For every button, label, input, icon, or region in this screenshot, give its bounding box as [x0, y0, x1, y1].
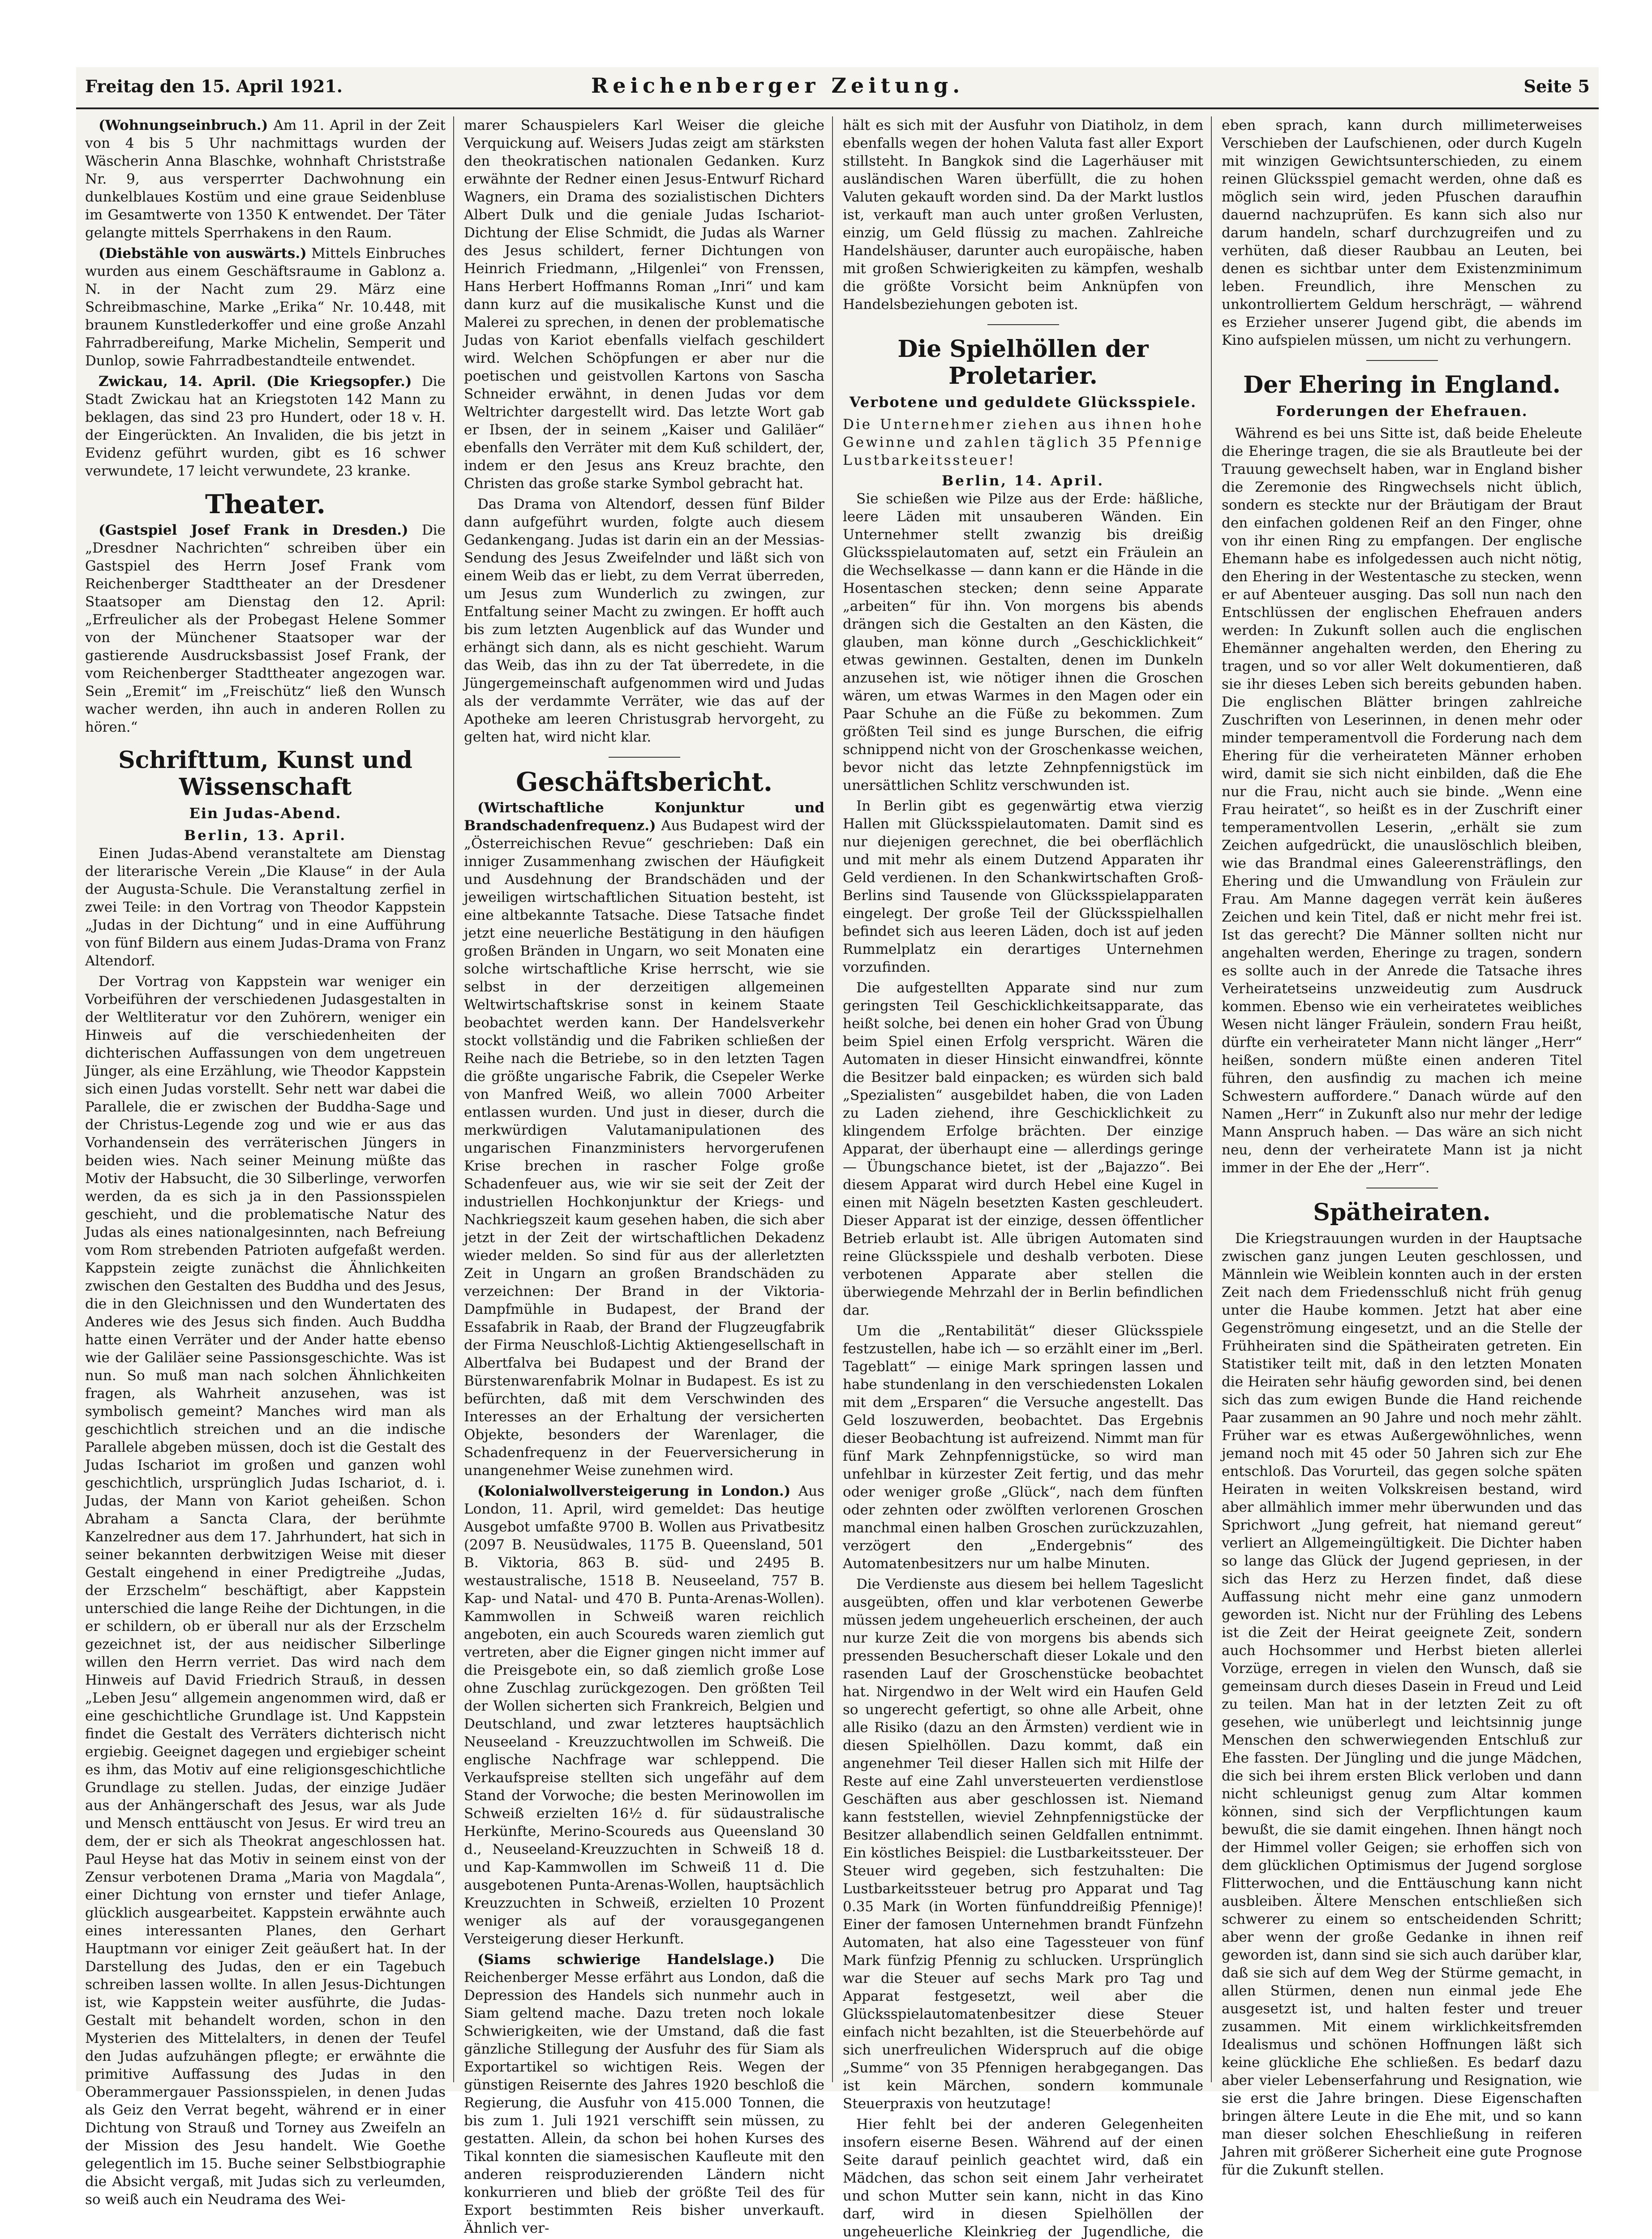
separator-rule: [987, 324, 1059, 325]
article-text: Aus London, 11. April, wird gemeldet: Das heutige Ausgebot umfaßte 9700 B. Wollen aus Privatbesitz (2097 B. Neusüdwales, 1175 B. Queensland, 501 B. Viktoria, 863 B. süd- und 2495 B. westaustralische, 1518 B. Neuseeland, 757 B. Kap- und Natal- und 470 B. Punta-Arenas-Wollen). Kammwollen in Schweiß waren reichlich angeboten, ein auch Scoureds waren ziemlich gut vertreten, aber die Eigner gingen nicht immer auf die Preisgebote ein, so daß ziemlich große Lose ohne Zuschlag zurückgezogen. Den größten Teil der Wollen sicherten sich Frankreich, Belgien und Deutschland, und zwar letzteres hauptsächlich Neuseeland - Kreuzzuchtwollen im Schweiß. Die englische Nachfrage war schleppend. Die Verkaufspreise stellten sich ungefähr auf dem Stand der Vorwoche; die besten Merinowollen im Schweiß erzielten 16½ d. für südaustralische Herkünfte, Merino-Scoureds aus Queensland 30 d., Neuseeland-Kreuzzuchten in Schweiß 18 d. und Kap-Kammwollen im Schweiß 11 d. Die ausgebotenen Punta-Arenas-Wollen, hauptsächlich Kreuzzuchten in Schweiß, erzielten 10 Prozent weniger als auf der vorausgegangenen Versteigerung dieser Herkunft.: [464, 1483, 824, 1947]
column-2: [464, 116, 824, 2236]
paragraph: hält es sich mit der Ausfuhr von Diatiholz, in dem ebenfalls wegen der hohen Valuta fast aller Export stillsteht. In Bangkok sind die Lagerhäuser mit ausländischen Waren überfüllt, die zu hohen Valuten gekauft worden sind. Da der Markt lustlos ist, verkauft man auch unter großen Verlusten, einzig, um Geld flüssig zu machen. Zahlreiche Handelshäuser, darunter auch europäische, haben mit großen Schwierigkeiten zu kämpfen, weshalb die größte Vorsicht beim Anknüpfen von Handelsbeziehungen geboten ist.: [843, 117, 1203, 313]
dateline: Berlin, 13. April.: [184, 828, 347, 844]
paragraph: In Berlin gibt es gegenwärtig etwa vierzig Hallen mit Glücksspielautomaten. Damit sind es nur diejenigen gerechnet, die bei oberflächlich und mit mehr als einem Dutzend Apparaten ihr Geld verdienen. In den Schankwirtschaften Groß-Berlins sind Tausende von Glücksspielapparaten eingelegt. Der große Teil der Glücksspielhallen befindet sich aus leeren Läden, doch ist auf jeden Rummelplatz ein derartiges Unternehmen vorzufinden.: [843, 798, 1203, 975]
article-text: Die „Dresdner Nachrichten“ schreiben über ein Gastspiel des Herrn Josef Frank vom Reichenberger Stadttheater an der Dresdener Staatsoper am Dienstag den 12. April: „Erfreulicher als der Probegast Helene Sommer von der Münchener Staatsoper war der gastierende Ausdrucksbassist Josef Frank, der vom Reichenberger Stadttheater angezogen war. Sein „Eremit“ im „Freischütz“ ließ den Wunsch wacher werden, ihn auch in anderen Rollen zu hören.“: [85, 522, 446, 735]
article-subheading: Forderungen der Ehefrauen.: [1276, 403, 1528, 420]
article-gastspiel: [85, 521, 446, 736]
rubric: (Siams schwierige Handelslage.): [477, 1952, 775, 1968]
page-number: Seite 5: [1523, 76, 1590, 96]
paragraph: Der Vortrag von Kappstein war weniger ein Vorbeiführen der verschiedenen Judasgestalten in der Weltliteratur vor den Zuhörern, weniger ein Hinweis auf die verschiedenheiten der dichterischen Auffassungen von dem ungetreuen Jünger, als eine Erzählung, wie Theodor Kappstein sich einen Judas vorstellt. Sehr nett war dabei die Parallele, die er zwischen der Buddha-Sage und der Christus-Legende zog und wie er aus das Vorhandensein des verräterischen Jüngers in beiden wies. Nach seiner Meinung müßte das Motiv der Habsucht, die 30 Silberlinge, verworfen werden, da es sich ja in den Passionsspielen geschieht, und die problematische Natur des Judas als eines nationalgesinnten, nach Befreiung vom Rom strebenden Patrioten aufgefaßt werden. Kappstein zeigte zunächst die Ähnlichkeiten zwischen den Gestalten des Buddha und des Jesus, die in den Gleichnissen und den Wundertaten des Anderes wie des Jesus sich finden. Auch Buddha hatte einen Verräter und der Ander hatte ebenso wie der Galiläer seine Passionsgeschichte. Was ist nun. So muß man nach solchen Ähnlichkeiten fragen, als Wahrheit anzusehen, was ist symbolisch gemeint? Manches wird man als geschichtlich streichen und an die indische Parallele abgeben müssen, doch ist die Gestalt des Judas Ischariot im großen und ganzen wohl geschichtlich, ursprünglich Judas Ischariot, d. i. Judas, der Mann von Kariot geheißen. Schon Abraham a Sancta Clara, der berühmte Kanzelredner aus dem 17. Jahrhundert, hat sich in seiner bekannten derbwitzigen Weise mit dieser Gestalt eingehend in einer Predigtreihe „Judas, der Erzschelm“ beschäftigt, aber Kappstein unterschied die lange Reihe der Dichtungen, in die er schildern, ob er überall nur als der Erzschelm gezeichnet ist, der aus neidischer Silberlinge willen den Herrn verriet. Das wird nach dem Hinweis auf David Friedrich Strauß, in dessen „Leben Jesu“ allgemein angenommen wird, daß er eine geschichtliche Grundlage ist. Und Kappstein findet die Gestalt des Verräters dichterisch nicht ergiebig. Geeignet dagegen und ergiebiger scheint es ihm, das Motiv auf eine religionsgeschichtliche Grundlage zu stellen. Judas, der einzige Judäer aus der Anhängerschaft des Jesus, war als Jude und Mensch enttäuscht von Jesus. Er wird treu an dem, der er sich als Theokrat angeschlossen hat. Paul Heyse hat das Motiv in seinem einst von der Zensur verbotenen Drama „Maria von Magdala“, einer Dichtung von ernster und tiefer Anlage, glücklich ausgearbeitet. Kappstein erwähnte auch eines interessanten Planes, den Gerhart Hauptmann vor einiger Zeit geäußert hat. In der Darstellung des Judas, den er ein Tagebuch schreiben lassen wollte. In allen Jesus-Dichtungen ist, wie Kappstein weiter ausführte, die Judas-Gestalt mit behandelt worden, schon in den Mysterien des Mittelalters, in denen der Teufel den Judas aufzuhängen pflegte; er erwähnte die primitive Auffassung des Judas in den Oberammergauer Passionsspielen, in denen Judas als Geiz den Verrat begeht, während er in einer Dichtung von Strauß und Torney aus Zweifeln an der Mission des Jesu handelt. Wie Goethe gelegentlich im 15. Buche seiner Selbstbiographie die Absicht vergaß, mit Judas sich zu verleumden, so weiß auch ein Neudrama des Wei-: [85, 974, 446, 2208]
paragraph: Das Drama von Altendorf, dessen fünf Bilder dann aufgeführt wurden, folgte auch diesem Gedankengang. Judas ist darin ein an der Messias-Sendung des Jesus Zweifelnder und läßt sich von einem Weib das er liebt, zu dem Verrat überreden, um Jesus zum Wunderlich zu zwingen, zur Entfaltung seiner Macht zu zwingen. Er hofft auch bis zum letzten Augenblick auf das Wunder und erhängt sich dann, als es nicht geschieht. Warum das Weib, das ihn zu der Tat überredete, in die Jüngergemeinschaft aufgenommen wird und Judas als der verdammte Verräter, wie das auf der Apotheke am leeren Christusgrab hervorgeht, zu gelten hat, wird nicht klar.: [464, 496, 824, 745]
paragraph: Die Verdienste aus diesem bei hellem Tageslicht ausgeübten, offen und klar verbotenen Gewerbe müssen jedem ungeheuerlich erscheinen, der auch nur kurze Zeit die von morgens bis abends sich pressenden Besucherschaft dieser Lokale und den rasenden Lauf der Groschenstücke beobachtet hat. Nirgendwo in der Welt wird ein Haufen Geld so ungerecht gefertigt, so ohne alle Arbeit, ohne alle Risiko (dazu an den Ärmsten) verdient wie in diesen Spielhöllen. Dazu kommt, daß ein angenehmer Teil dieser Hallen sich mit Hilfe der Reste auf eine Zahl unversteuerten verdienstlose Geschäften aus aber geschlossen ist. Niemand kann feststellen, wieviel Zehnpfennigstücke der Besitzer allabendlich seinen Geldfallen entnimmt. Ein köstliches Beispiel: die Lustbarkeitssteuer. Der Steuer wird gegeben, sich festzuhalten: Die Lustbarkeitssteuer betrug pro Apparat und Tag 0.35 Mark (in Worten fünfunddreißig Pfennige)! Einer der famosen Unternehmen brandt Fünfzehn Automaten, hat also eine Tagessteuer von fünf Mark fünfzig Pfennig zu schlucken. Ursprünglich war die Steuer auf sechs Mark pro Tag und Apparat festgesetzt, weil aber die Glücksspielautomatenbesitzer diese Steuer einfach nicht bezahlten, ist die Steuerbehörde auf sich unerfreulichen Widerspruch auf die obige „Summe“ von 35 Pfennigen herabgegangen. Das ist kein Märchen, sondern kommunale Steuerpraxis von heutzutage!: [843, 1576, 1203, 2112]
article-text: Die Stadt Zwickau hat an Kriegstoten 142 Mann zu beklagen, das sind 23 pro Hundert, oder 18 v. H. der Eingerückten. An Invaliden, die bis jetzt in Evidenz geführt wurden, gibt es 16 schwer verwundete, 17 leicht verwundete, 23 kranke.: [85, 373, 446, 479]
paragraph: marer Schauspielers Karl Weiser die gleiche Verquickung auf. Weisers Judas zeigt am stärksten den theokratischen nationalen Gedanken. Kurz erwähnte der Redner einen Jesus-Entwurf Richard Wagners, ein Drama des sozialistischen Dichters Albert Dulk und die geniale Judas Ischariot-Dichtung der Elise Schmidt, die Judas als Warner des Jesus schildert, ferner Dichtungen von Heinrich Friedmann, „Hilgenlei“ von Frenssen, Hans Herbert Hoffmanns Roman „Inri“ und kam dann kurz auf die musikalische Kunst und die Malerei zu sprechen, in denen der problematische Judas von Kariot ebenfalls vielfach geschildert wird. Welchen Schöpfungen er aber nur die poetischen und geistvollen Kartons von Sascha Schneider erwähnt, in denen Judas vor dem Weltrichter dargestellt wird. Das letzte Wort gab er Ibsen, der in seinem „Kaiser und Galiläer“ ebenfalls den Verräter mit dem Kuß schildert, der, indem er den Jesus ans Kreuz brachte, den Christen das große starke Symbol gebracht hat.: [464, 117, 824, 492]
paragraph: Hier fehlt bei der anderen Gelegenheiten insofern eiserne Besen. Während auf der einen Seite darauf peinlich geachtet wird, daß ein Mädchen, das schon seit einem Jahr verheiratet und schon Mutter sein kann, nicht in das Kino darf, wird in diesen Spielhöllen der ungeheuerliche Kleinkrieg der Jugendliche, die: [843, 2116, 1203, 2239]
column-1: [85, 116, 446, 2208]
article-wohnungseinbruch: [85, 116, 446, 242]
paragraph: Um die „Rentabilität“ dieser Glücksspiele festzustellen, habe ich — so erzählt einer im „Berl. Tageblatt“ — einige Mark springen lassen und habe stundenlang in den verschiedensten Lokalen mit dem „Ersparen“ die Versuche angestellt. Das Geld loszuwerden, beobachtet. Das Ergebnis dieser Beobachtung ist aufreizend. Nimmt man für fünf Mark Zehnpfennigstücke, so wird man unfehlbar in kürzester Zeit fertig, und das mehr oder weniger große „Glück“, nach dem fünften oder zehnten oder zwölften verlorenen Groschen manchmal einen halben Groschen zurückzuzahlen, verzögert den „Endergebnis“ des Automatenbesitzers nur um halbe Minuten.: [843, 1323, 1203, 1572]
article-text: Aus Budapest wird der „Österreichischen Revue“ geschrieben: Daß ein inniger Zusammenhang zwischen der Häufigkeit und Ausdehnung der Brandschäden und der jeweiligen wirtschaftlichen Situation besteht, ist eine altbekannte Tatsache. Diese Tatsache findet jetzt eine neuerliche Bestätigung in den häufigen großen Bränden in Ungarn, wo seit Monaten eine solche wirtschaftliche Krise herrscht, wie sie selbst in der derzeitigen allgemeinen Weltwirtschaftskrise sonst in keinem Staate beobachtet werden kann. Der Handelsverkehr stockt vollständig und die Fabriken schließen der Reihe nach die Betriebe, so in den letzten Tagen die größte ungarische Fabrik, die Csepeler Werke von Manfred Weiß, wo allein 7000 Arbeiter entlassen wurden. Und just in dieser, durch die merkwürdigen Valutamanipulationen des ungarischen Finanzministers hervorgerufenen Krise brechen in rascher Folge große Schadenfeuer aus, wie wir sie seit der Zeit der industriellen Hochkonjunktur der Kriegs- und Nachkriegszeit kaum gesehen haben, die sich aber jetzt in der Zeit der wirtschaftlichen Dekadenz wieder melden. So sind für aus der allerletzten Zeit in Ungarn an großen Brandschäden zu verzeichnen: Der Brand in der Viktoria-Dampfmühle in Budapest, der Brand der Essafabrik in Raab, der Brand der Flugzeugfabrik der Firma Neuschloß-Lichtig Aktiengesellschaft in Albertfalva bei Budapest und der Brand der Bürstenwarenfabrik Molnar in Budapest. Es ist zu befürchten, daß mit dem Verschwinden des Interesses an der Erhaltung der versicherten Objekte, besonders der Warenlager, die Schadenfrequenz in der Feuerversicherung in unangenehmer Weise zunehmen wird.: [464, 818, 824, 1479]
article-text: Mittels Einbruches wurden aus einem Geschäftsraume in Gablonz a. N. in der Nacht zum 29. März eine Schreibmaschine, Marke „Erika“ Nr. 10.448, mit braunem Kunstlederkoffer und eine große Anzahl Fahrradbereifung, Marke Michelin, Semperit und Dunlop, sowie Fahrradbestandteile entwendet.: [85, 245, 446, 369]
rubric: (Wirtschaftliche Konjunktur und Brandschadenfrequenz.): [464, 800, 824, 834]
rubric: (Diebstähle von auswärts.): [99, 245, 307, 262]
column-divider: [1211, 116, 1212, 2082]
column-3: [843, 116, 1203, 2239]
article-lead: Die Unternehmer ziehen aus ihnen hohe Gewinne und zahlen täglich 35 Pfennige Lustbarkeitssteuer!: [843, 416, 1203, 468]
rubric: (Kolonialwollversteigerung in London.): [477, 1483, 791, 1499]
paragraph: Sie schießen wie Pilze aus der Erde: häßliche, leere Läden mit unsauberen Wänden. Ein Unternehmer stellt zwanzig bis dreißig Glücksspielautomaten auf, setzt ein Fräulein an die Wechselkasse — dann kann er die Hände in die Hosentaschen stecken; denn seine Apparate „arbeiten“ für ihn. Von morgens bis abends drängen sich die Gestalten an den Kästen, die glauben, man könne durch „Geschicklichkeit“ etwas gewinnen. Gestalten, denen im Dunkeln anzusehen ist, wie nötiger ihnen die Groschen wären, um etwas Warmes in den Magen oder ein Paar Schuhe an die Füße zu bekommen. Zum größten Teil sind es junge Burschen, die eifrig schnippend nicht von der Groschenkasse weichen, bevor nicht das letzte Zehnpfennigstück im unersättlichen Schlitz verschwunden ist.: [843, 491, 1203, 794]
paragraph: Einen Judas-Abend veranstaltete am Dienstag der literarische Verein „Die Klause“ in der Aula der Augusta-Schule. Die Veranstaltung zerfiel in zwei Teile: in den Vortrag von Theodor Kappstein „Judas in der Dichtung“ und in eine Aufführung von fünf Bildern aus einem Judas-Drama von Franz Altendorf.: [85, 845, 446, 969]
article-subheading: Verbotene und geduldete Glücksspiele.: [849, 394, 1197, 411]
article-subheading: Ein Judas-Abend.: [189, 805, 342, 822]
section-heading-ehering: Der Ehering in England.: [1243, 371, 1561, 399]
section-heading-schrifttum: Schrifttum, Kunst und Wissenschaft: [118, 746, 412, 801]
newspaper-title: Reichenberger Zeitung.: [591, 73, 965, 98]
newspaper-page: [76, 67, 1599, 2239]
paragraph: Die Kriegstrauungen wurden in der Hauptsache zwischen ganz jungen Leuten geschlossen, und Männlein wie Weiblein konnten auch in der ersten Zeit nach dem Friedensschluß nicht früh genug unter die Haube kommen. Jetzt hat aber eine Gegenströmung eingesetzt, und an die Stelle der Frühheiraten sind die Spätheiraten getreten. Ein Statistiker teilt mit, daß in den letzten Monaten die Heiraten sehr häufig geworden sind, bei denen sich das zum ewigen Bunde die Hand reichende Paar zusammen an 90 Jahre und noch mehr zählt. Früher war es etwas Außergewöhnliches, wenn jemand noch mit 45 oder 50 Jahren sich zur Ehe entschloß. Das Vorurteil, das gegen solche späten Heiraten in weiten Volkskreisen bestand, wird aber allmählich immer mehr überwunden und das Sprichwort „Jung gefreit, hat niemand gereut“ verliert an Allgemeingültigkeit. Die Dichter haben so lange das Glück der Jugend gepriesen, in der sich das Herz zu Herzen findet, daß diese Auffassung nicht mehr eine ganz unmodern geworden ist. Nicht nur der Frühling des Lebens ist die Zeit der Heirat geeignete Zeit, sondern auch Hochsommer und Herbst bieten allerlei Vorzüge, erregen in vielen den Wunsch, daß sie gemeinsam durch dieses Dasein in Freud und Leid zu teilen. Man hat in der letzten Zeit zu oft gesehen, wie unüberlegt und leichtsinnig junge Menschen den schwerwiegenden Entschluß zur Ehe fassten. Der Jüngling und die junge Mädchen, die sich bei ihrem ersten Blick verloben und dann nicht schleunigst genug zum Altar kommen können, sind sich der Verpflichtungen kaum bewußt, die sie damit eingehen. Ihnen hängt noch der Himmel voller Geigen; sie erhoffen sich von dem glücklichen Optimismus der Jugend sorglose Flitterwochen, und die Enttäuschung kann nicht ausbleiben. Ältere Menschen entschließen sich schwerer zu einem so entscheidenden Schritt; aber wenn der große Gedanke in ihnen reif geworden ist, dann sind sie sich auch darüber klar, daß sie sich auf dem Weg der Stürme gemacht, in allen Stürmen, denen nun einmal jede Ehe ausgesetzt ist, und halten fester und treuer zusammen. Mit einem wirklichkeitsfremden Idealismus und schönen Hoffnungen läßt sich keine glückliche Ehe schließen. Es bedarf dazu aber vieler Lebenserfahrung und Resignation, wie sie erst die Jahre bringen. Diese Eigenschaften bringen ältere Leute in die Ehe mit, und so kann man dieser solchen Eheschließung in reiferen Jahren mit größerer Sicherheit eine gute Prognose für die Zukunft stellen.: [1222, 1231, 1582, 2178]
dateline: Berlin, 14. April.: [941, 473, 1105, 489]
masthead: [76, 67, 1599, 109]
issue-date: Freitag den 15. April 1921.: [85, 76, 343, 96]
column-4: [1222, 116, 1582, 2178]
rubric: Zwickau, 14. April. (Die Kriegsopfer.): [99, 373, 412, 390]
article-kriegsopfer: [85, 373, 446, 480]
article-text: Die Reichenberger Messe erfährt aus London, daß die Depression des Handels sich nunmehr auch in Siam geltend mache. Dazu treten noch lokale Schwierigkeiten, wie der Umstand, daß die fast gänzliche Stillegung der Ausfuhr des für Siam als Exportartikel so wichtigen Reis. Wegen der günstigen Reisernte des Jahres 1920 beschloß die Regierung, die Ausfuhr von 415.000 Tonnen, die bis zum 1. Juli 1921 verschifft sein müssen, zu gestatten. Allein, da schon bei hohen Kurses des Tikal konnten die siamesischen Kaufleute mit den anderen reisproduzierenden Ländern nicht konkurrieren und blieb der größte Teil des für Export bestimmten Reis bisher unverkauft. Ähnlich ver-: [464, 1952, 824, 2236]
rubric: (Wohnungseinbruch.): [99, 117, 268, 133]
article-diebstaehle: [85, 244, 446, 370]
separator-rule: [1366, 360, 1438, 361]
column-divider: [453, 116, 454, 2082]
section-heading-geschaeftsbericht: Geschäftsbericht.: [515, 767, 773, 797]
paragraph: Die aufgestellten Apparate sind nur zum geringsten Teil Geschicklichkeitsapparate, das heißt solche, bei denen ein hoher Grad von Übung beim Spiel einen Erfolg verspricht. Wären die Automaten in dieser Hinsicht einwandfrei, könnte die Besitzer bald einpacken; es würden sich bald „Spezialisten“ ausgebildet haben, die von Laden zu Laden ziehend, ihre Geschicklichkeit zu klingendem Erfolge brächten. Der einzige Apparat, der überhaupt eine — allerdings geringe — Übungschance bietet, ist der „Bajazzo“. Bei diesem Apparat wird durch Hebel eine Kugel in einen mit Nägeln besetzten Kasten geschleudert. Dieser Apparat ist der einzige, dessen öffentlicher Betrieb erlaubt ist. Alle übrigen Automaten sind reine Glücksspiele und deshalb verboten. Diese verbotenen Apparate aber stellen die überwiegende Mehrzahl der in Berlin befindlichen dar.: [843, 980, 1203, 1318]
article-wollversteigerung: [464, 1482, 824, 1948]
article-siam: [464, 1951, 824, 2237]
column-divider: [832, 116, 833, 2082]
section-heading-spaetheiraten: Spätheiraten.: [1313, 1199, 1491, 1226]
section-heading-theater: Theater.: [205, 489, 326, 519]
section-heading-spielhoellen: Die Spielhöllen der Proletarier.: [897, 335, 1149, 390]
paragraph: eben sprach, kann durch millimeterweises Verschieben der Laufschienen, oder durch Kugeln mit winzigen Gewichtsunterschieden, zu einem reinen Glücksspiel gemacht werden, ohne daß es möglich sein wird, jeden Pfuschen daraufhin dauernd nachzuprüfen. Es kann sich also nur darum handeln, scharf durchzugreifen und zu verhüten, daß dieser Raubbau an Leuten, bei denen es sichtbar unter dem Existenzminimum leben. Freundlich, ihre Menschen zu unkontrolliertem Geldum herschrägt, — während es Erzieher unserer Jugend gibt, die abends im Kino aufspielen müssen, um nicht zu verhungern.: [1222, 117, 1582, 348]
rubric: (Gastspiel Josef Frank in Dresden.): [99, 522, 408, 538]
article-brandschaden: [464, 799, 824, 1480]
separator-rule: [609, 757, 680, 758]
article-text: Am 11. April in der Zeit von 4 bis 5 Uhr nachmittags wurden der Wäscherin Anna Blaschke, wohnhaft Christstraße Nr. 9, aus versperrter Dachwohnung ein dunkelblaues Kostüm und eine graue Seidenbluse im Gesamtwerte von 1350 K entwendet. Der Täter gelangte mittels Sperrhakens in den Raum.: [85, 117, 446, 241]
paragraph: Während es bei uns Sitte ist, daß beide Eheleute die Eheringe tragen, die sie als Brautleute bei der Trauung gewechselt haben, war in England bisher die Zeremonie des Ringwechsels nicht üblich, sondern es steckte nur der Bräutigam der Braut den einfachen goldenen Reif an den Finger, ohne von ihr einen Ring zu empfangen. Der englische Ehemann habe es infolgedessen auch nicht nötig, den Ehering in der Westentasche zu stecken, wenn er auf Abenteuer ausging. Das soll nun nach den Entschlüssen der englischen Ehefrauen anders werden: In Zukunft sollen auch die englischen Ehemänner angehalten werden, den Ehering zu tragen, und so vor aller Welt dokumentieren, daß sie ihr dieses Leben sich bereits gebunden haben. Die englischen Blätter bringen zahlreiche Zuschriften von Leserinnen, in denen mehr oder minder temperamentvoll die Forderung nach dem Ehering für die verheirateten Männer erhoben wird, damit sie sich nicht einbilden, daß die Ehe nur die Frau, nicht auch sie binde. „Wenn eine Frau heiratet“, so heißt es in der Zuschrift einer temperamentvollen Leserin, „erhält sie zum Zeichen aufgedrückt, die unauslöschlich bleiben, wie das Brandmal eines Galeerensträflings, den Ehering und die Umwandlung von Fräulein zur Frau. Am Manne dagegen verrät kein äußeres Zeichen und kein Titel, daß er nicht mehr frei ist. Ist das gerecht? Die Männer sollten nicht nur angehalten werden, Eheringe zu tragen, sondern es sollte auch in der Anrede die Tatsache ihres Verheiratetseins unzweideutig zum Ausdruck kommen. Ebenso wie ein verheiratetes weibliches Wesen nicht länger Fräulein, sondern Frau heißt, dürfte ein verheirateter Mann nicht länger „Herr“ heißen, sondern müßte einen anderen Titel führen, den ausfindig zu machen ich meine Schwestern auffordere.“ Danach würde auf den Namen „Herr“ in Zukunft also nur mehr der ledige Mann Anspruch haben. — Das wäre an sich nicht neu, denn der verheiratete Mann ist ja nicht immer in der Ehe der „Herr“.: [1222, 425, 1582, 1176]
